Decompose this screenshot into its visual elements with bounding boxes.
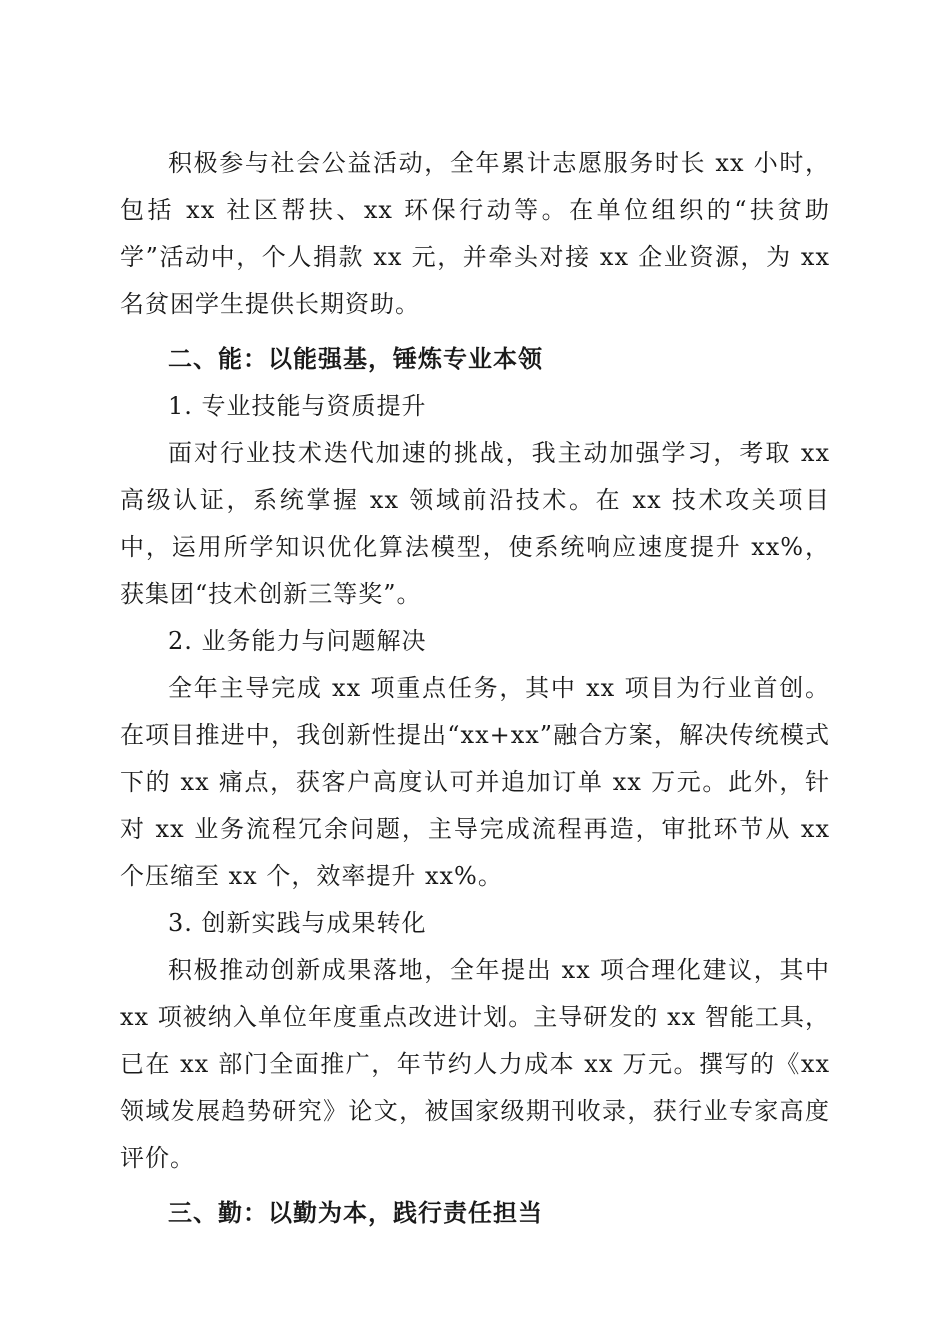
subheading-innovation: 3. 创新实践与成果转化 — [168, 909, 427, 937]
paragraph-innovation: 积极推动创新成果落地，全年提出 xx 项合理化建议，其中 xx 项被纳入单位年度重点改进计划。主导研发的 xx 智能工具，已在 xx 部门全面推广，年节约人力成本 xx 万元。撰写的《xx 领域发展趋势研究》论文，被国家级期刊收录，获行业专家高度评价。 — [120, 956, 830, 1172]
paragraph-skills: 面对行业技术迭代加速的挑战，我主动加强学习，考取 xx 高级认证，系统掌握 xx 领域前沿技术。在 xx 技术攻关项目中，运用所学知识优化算法模型，使系统响应速度提升 xx%，获集团“技术创新三等奖”。 — [120, 439, 830, 608]
paragraph-business: 全年主导完成 xx 项重点任务，其中 xx 项目为行业首创。在项目推进中，我创新性提出“xx+xx”融合方案，解决传统模式下的 xx 痛点，获客户高度认可并追加订单 xx 万元。此外，针对 xx 业务流程冗余问题，主导完成流程再造，审批环节从 xx 个压缩至 xx 个，效率提升 xx%。 — [120, 674, 830, 890]
section-heading-ability: 二、能：以能强基，锤炼专业本领 — [168, 345, 543, 373]
subheading-skills: 1. 专业技能与资质提升 — [168, 392, 427, 420]
section-heading-diligence: 三、勤：以勤为本，践行责任担当 — [168, 1199, 543, 1227]
paragraph-public-welfare: 积极参与社会公益活动，全年累计志愿服务时长 xx 小时，包括 xx 社区帮扶、xx 环保行动等。在单位组织的“扶贫助学”活动中，个人捐款 xx 元，并牵头对接 xx 企业资源，为 xx 名贫困学生提供长期资助。 — [120, 149, 830, 318]
document-page — [120, 140, 830, 1237]
subheading-business: 2. 业务能力与问题解决 — [168, 627, 427, 655]
